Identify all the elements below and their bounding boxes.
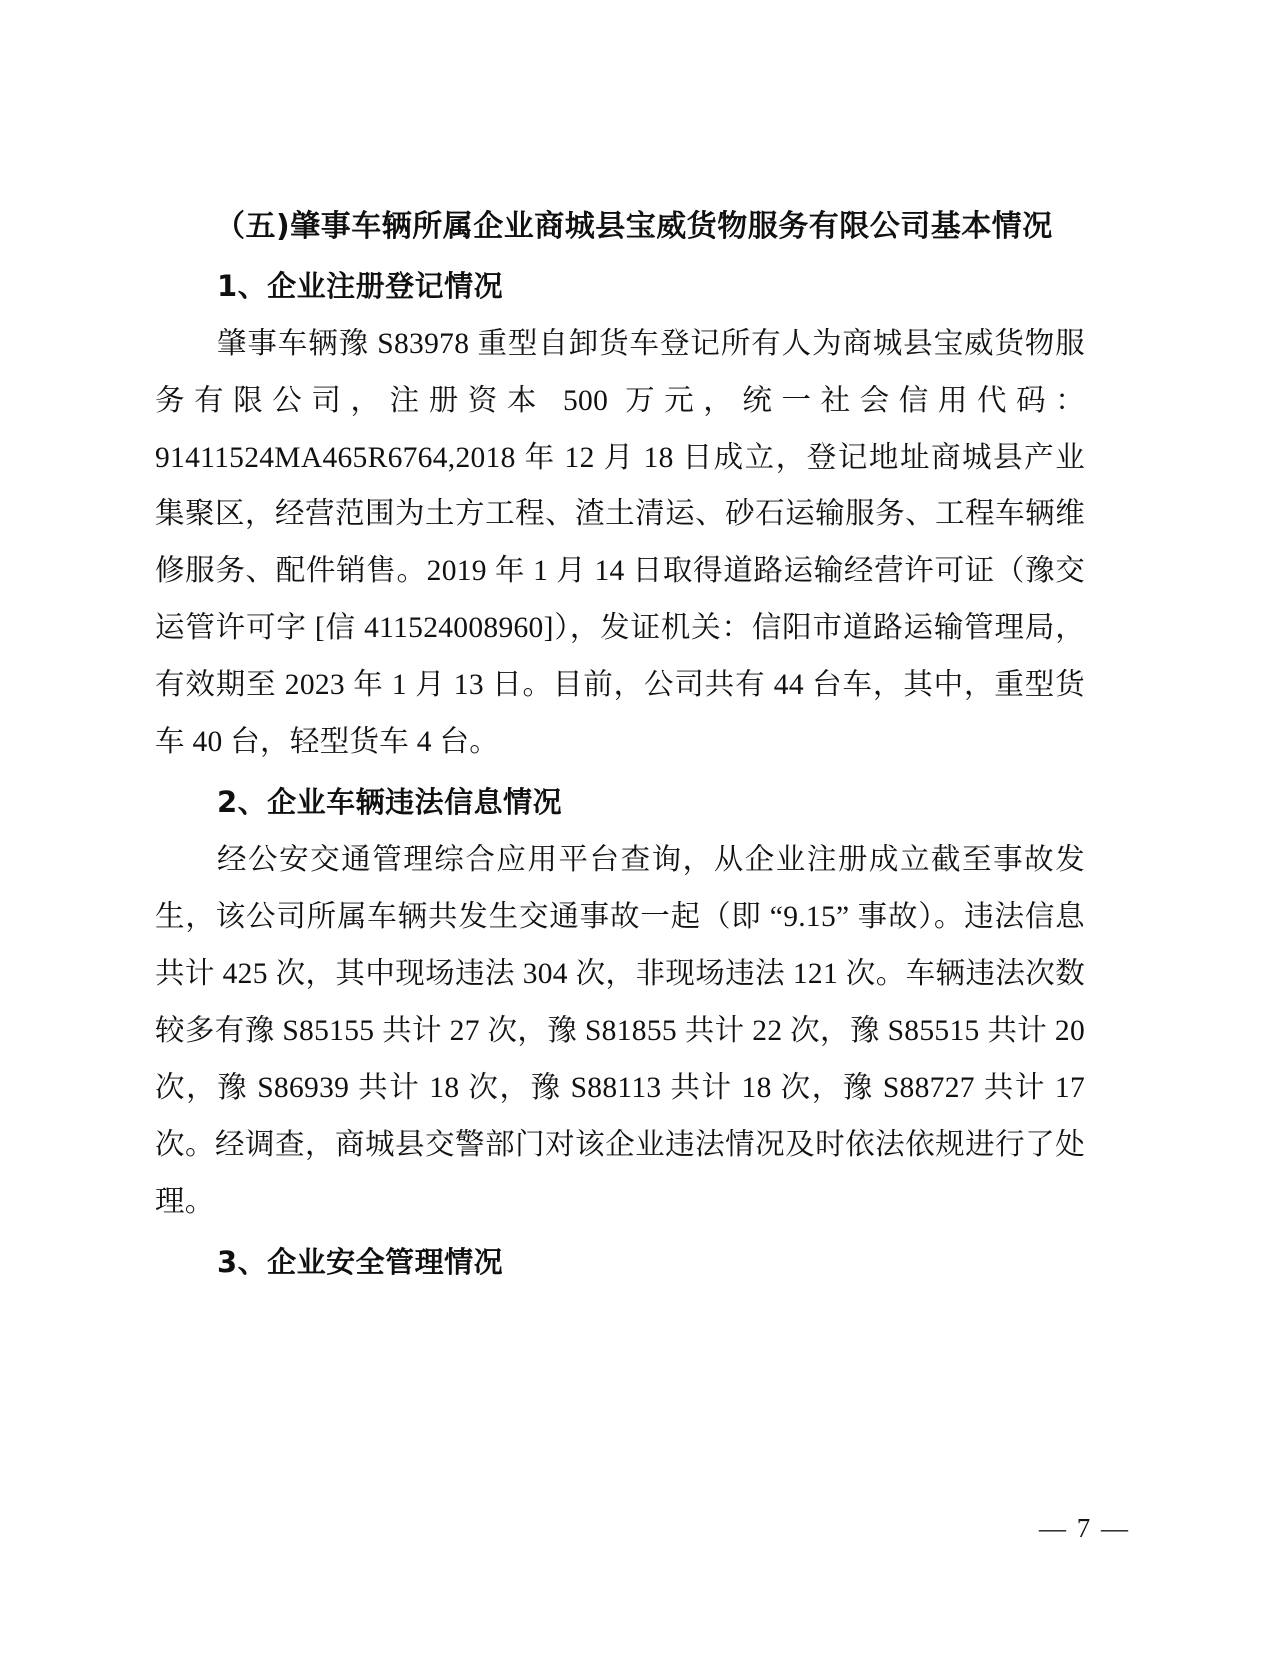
subsection-heading-2: 2、企业车辆违法信息情况: [217, 785, 563, 820]
subsection-heading-3: 3、企业安全管理情况: [217, 1244, 504, 1279]
paragraph-violation-info: 经公安交通管理综合应用平台查询，从企业注册成立截至事故发生，该公司所属车辆共发生交通事故一起（即 “9.15” 事故）。违法信息共计 425 次，其中现场违法 304 次，非现场违法 121 次。车辆违法次数较多有豫 S85155 共计 27 次，豫 S81855 共计 22 次，豫 S85515 共计 20 次，豫 S86939 共计 18 次，豫 S88113 共计 18 次，豫 S88727 共计 17 次。经调查，商城县交警部门对该企业违法情况及时依法依规进行了处理。: [155, 844, 1085, 1218]
page-number: — 7 —: [1039, 1513, 1130, 1543]
document-body: [155, 200, 1085, 1290]
section-heading: （五)肇事车辆所属企业商城县宝威货物服务有限公司基本情况: [215, 209, 1053, 244]
paragraph-registration-info: 肇事车辆豫 S83978 重型自卸货车登记所有人为商城县宝威货物服务有限公司，注册资本 500 万元，统一社会信用代码：91411524MA465R6764,2018 年 12 月 18 日成立，登记地址商城县产业集聚区，经营范围为土方工程、渣土清运、砂石运输服务、工程车辆维修服务、配件销售。2019 年 1 月 14 日取得道路运输经营许可证（豫交运管许可字 [信 411524008960]），发证机关：信阳市道路运输管理局，有效期至 2023 年 1 月 13 日。目前，公司共有 44 台车，其中，重型货车 40 台，轻型货车 4 台。: [155, 327, 1085, 759]
subsection-heading-1: 1、企业注册登记情况: [217, 268, 504, 303]
